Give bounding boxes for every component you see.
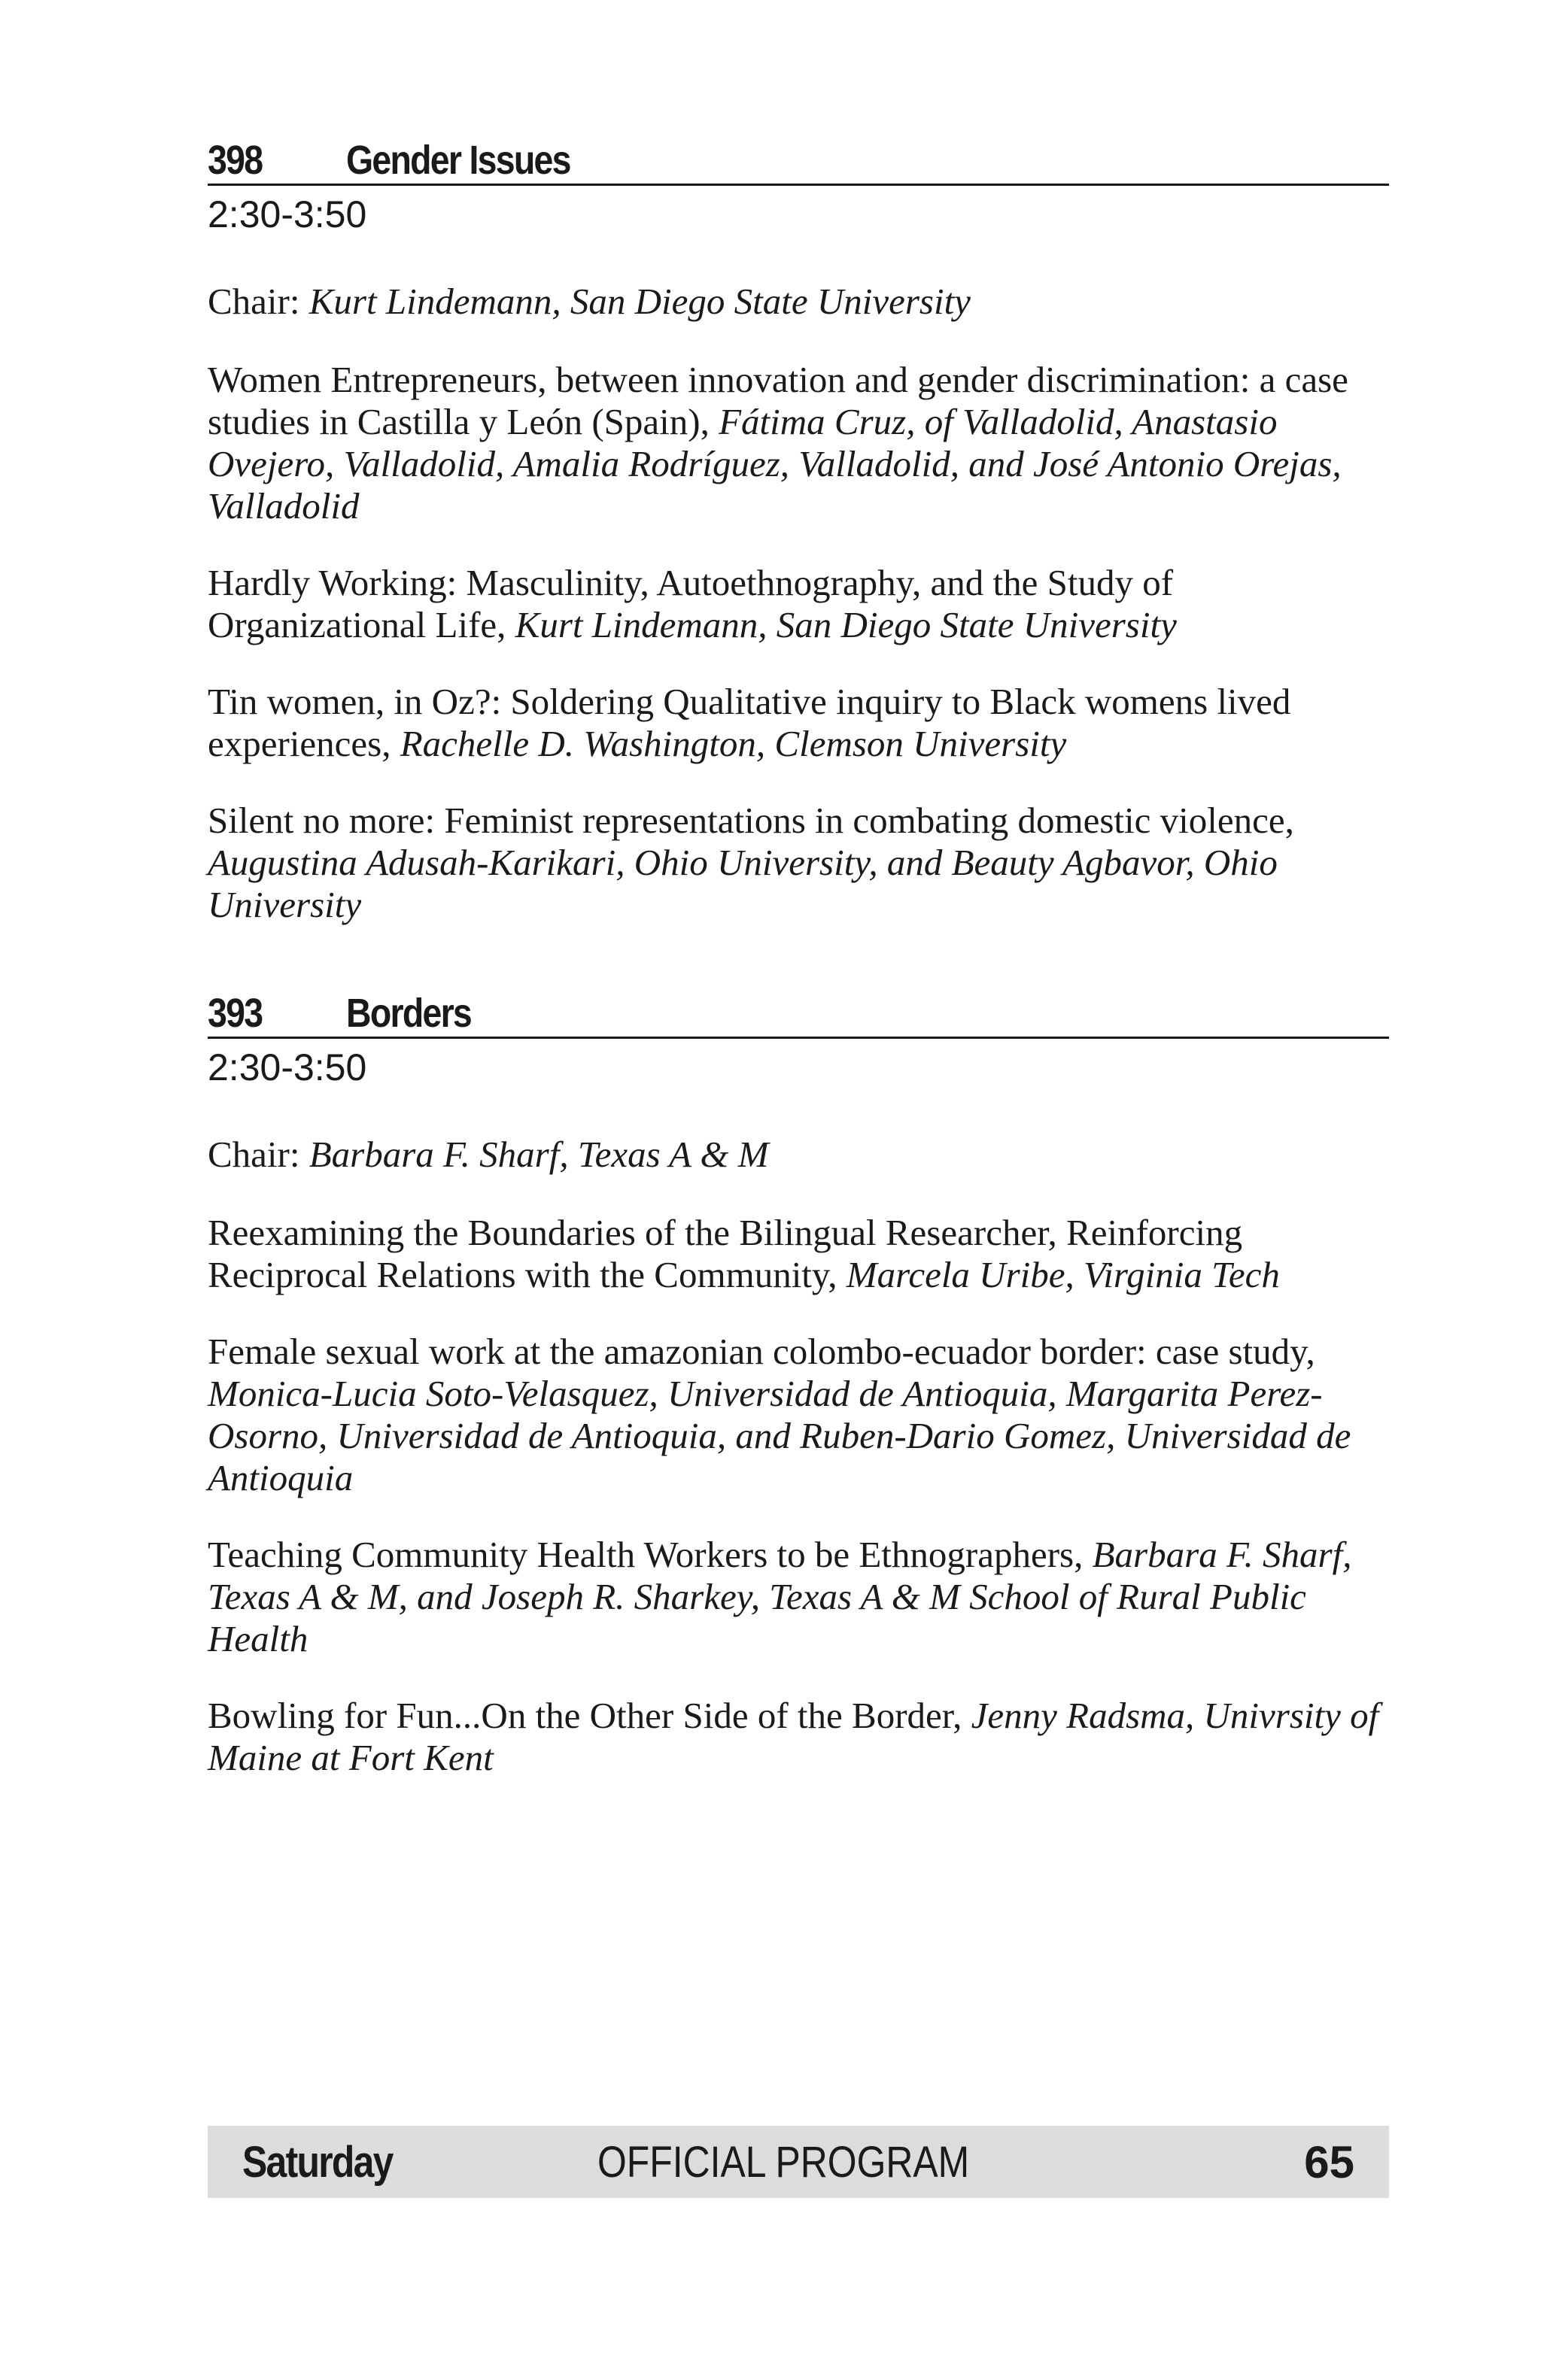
paper-title: Female sexual work at the amazonian colombo-ecuador border: case study, — [208, 1331, 1315, 1372]
paper-title: Reexamining the Boundaries of the Bilingual Researcher, Reinforcing Reciprocal Relations with the Community, — [208, 1212, 1243, 1295]
chair-name: Barbara F. Sharf, Texas A & M — [309, 1134, 769, 1175]
paper-authors: Jenny Radsma, Univrsity of Maine at Fort Kent — [208, 1695, 1379, 1778]
page-number: 65 — [1304, 2136, 1354, 2187]
footer-day: Saturday — [242, 2137, 393, 2187]
paper-title: Tin women, in Oz?: Soldering Qualitative inquiry to Black womens lived experiences, — [208, 681, 1291, 764]
paper-entry — [208, 562, 1389, 646]
paper-entry — [208, 359, 1389, 527]
paper-entry — [208, 1331, 1389, 1499]
paper-title: Bowling for Fun...On the Other Side of the Border, — [208, 1695, 971, 1736]
session-393 — [208, 982, 1389, 1779]
paper-entry — [208, 800, 1389, 926]
session-time: 2:30-3:50 — [208, 193, 367, 235]
paper-title: Teaching Community Health Workers to be Ethnographers, — [208, 1534, 1093, 1575]
paper-title: Hardly Working: Masculinity, Autoethnography, and the Study of Organizational Life, — [208, 562, 1174, 645]
page-footer — [208, 2126, 1389, 2198]
paper-authors: Kurt Lindemann, San Diego State University — [515, 604, 1177, 645]
session-398 — [208, 129, 1389, 926]
paper-authors: Rachelle D. Washington, Clemson University — [400, 723, 1067, 764]
paper-authors: Monica-Lucia Soto-Velasquez, Universidad de Antioquia, Margarita Perez-Osorno, Universidad de Antioquia, and Ruben-Dario Gomez, Universidad de Antioquia — [208, 1373, 1351, 1498]
session-chair — [208, 281, 1389, 323]
paper-entry — [208, 681, 1389, 765]
session-time: 2:30-3:50 — [208, 1046, 367, 1088]
paper-entry — [208, 1695, 1389, 1779]
paper-entry — [208, 1212, 1389, 1296]
paper-authors: Barbara F. Sharf, Texas A & M, and Joseph R. Sharkey, Texas A & M School of Rural Public Health — [208, 1534, 1352, 1659]
session-title: Gender Issues — [346, 138, 570, 183]
footer-program-title: OFFICIAL PROGRAM — [597, 2137, 970, 2187]
paper-authors: Fátima Cruz, of Valladolid, Anastasio Ovejero, Valladolid, Amalia Rodríguez, Valladolid, and José Antonio Orejas, Valladolid — [208, 401, 1342, 527]
paper-authors: Augustina Adusah-Karikari, Ohio University, and Beauty Agbavor, Ohio University — [208, 842, 1278, 925]
paper-entry — [208, 1534, 1389, 1660]
chair-name: Kurt Lindemann, San Diego State University — [309, 281, 971, 322]
session-title: Borders — [346, 991, 472, 1036]
paper-title: Silent no more: Feminist representations in combating domestic violence, — [208, 800, 1294, 841]
paper-authors: Marcela Uribe, Virginia Tech — [846, 1254, 1280, 1295]
session-number: 393 — [208, 991, 263, 1036]
paper-title: Women Entrepreneurs, between innovation and gender discrimination: a case studies in Castilla y León (Spain), — [208, 359, 1348, 442]
session-header — [208, 982, 1389, 1039]
chair-label: Chair: — [208, 281, 309, 322]
chair-label: Chair: — [208, 1134, 309, 1175]
session-header — [208, 129, 1389, 186]
session-chair — [208, 1134, 1389, 1176]
session-number: 398 — [208, 138, 263, 183]
